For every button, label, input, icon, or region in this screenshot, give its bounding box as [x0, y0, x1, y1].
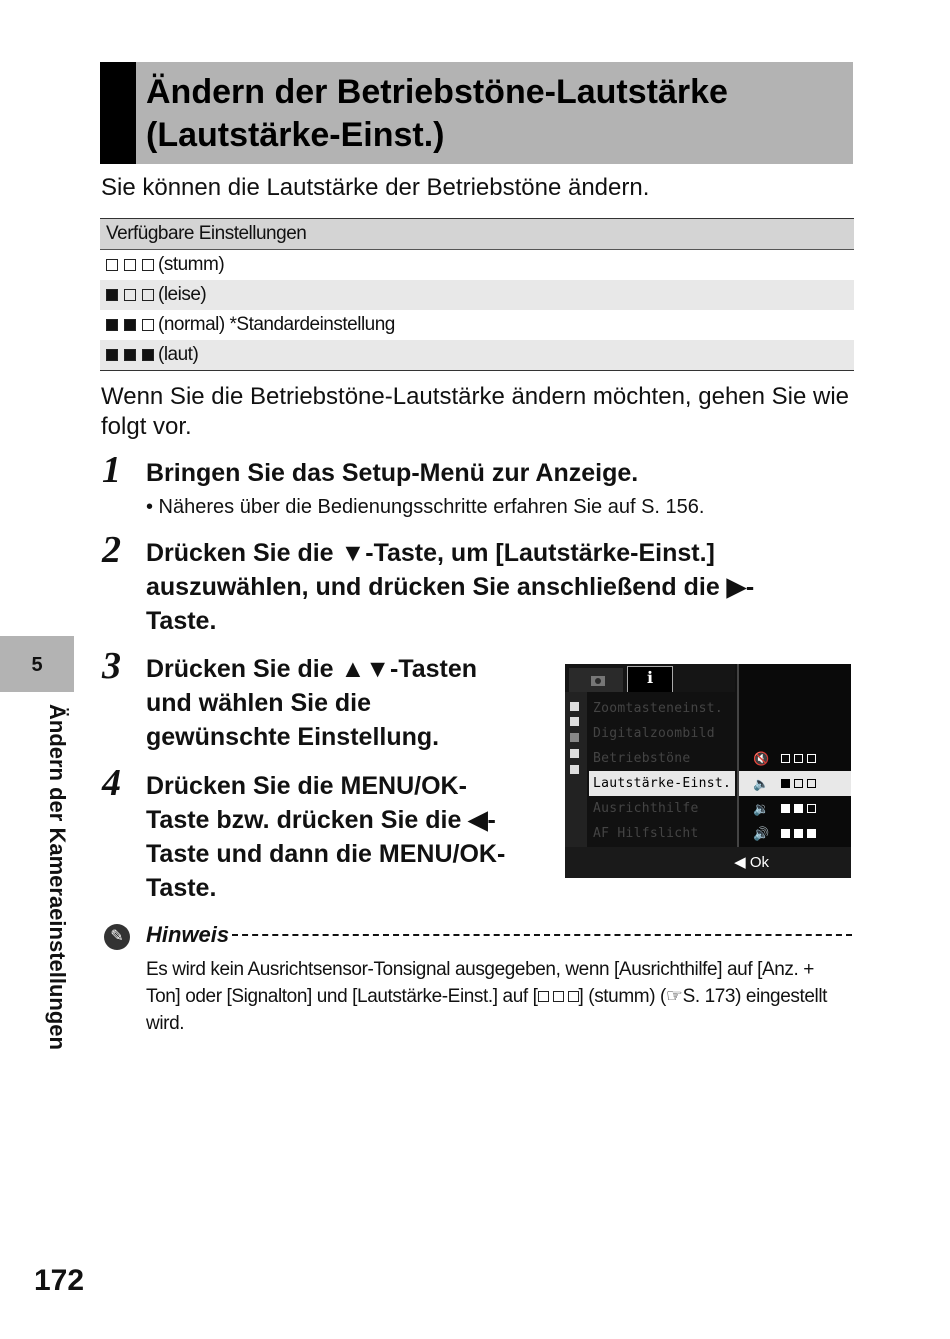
page-dot: [570, 717, 579, 726]
camera-tab-bar: [565, 664, 735, 692]
page-dot: [570, 765, 579, 774]
speaker-low-icon: 🔈: [753, 775, 770, 791]
chapter-label: Ändern der Kameraeinstellungen: [45, 704, 70, 1050]
camera-menu-list: [589, 696, 735, 846]
speaker-high-icon: 🔊: [753, 825, 770, 841]
camera-screen: [565, 664, 851, 878]
step-3-line: Drücken Sie die ▲▼-Tasten: [146, 655, 478, 683]
page-dot: [570, 702, 579, 711]
title-line-1: Ändern der Betriebstöne-Lautstärke: [146, 73, 728, 111]
camera-icon: [569, 668, 623, 692]
step-2-line: Taste.: [146, 607, 217, 635]
speaker-mute-icon: 🔇: [753, 750, 770, 766]
step-3-line: und wählen Sie die: [146, 689, 372, 717]
chapter-number-text: 5: [31, 654, 43, 676]
camera-menu-item: Digitalzoombild: [593, 726, 715, 741]
camera-bottom-bar: [565, 847, 851, 878]
camera-scrollbar: [565, 692, 587, 847]
settings-row-label: (leise): [158, 284, 207, 305]
volume-level-icon: [106, 319, 154, 331]
hint-title: Hinweis: [146, 922, 230, 947]
settings-row-label: (normal) *Standardeinstellung: [158, 314, 395, 335]
step-4-line: Taste.: [146, 874, 217, 902]
camera-menu-item-selected: Lautstärke-Einst.: [589, 771, 735, 796]
title-accent-bar: [100, 62, 136, 164]
section-title-block: [100, 62, 853, 164]
settings-row-stumm: [100, 250, 854, 280]
settings-row-laut: [100, 340, 854, 370]
camera-volume-options: [737, 664, 851, 847]
page-number: 172: [34, 1264, 85, 1297]
speaker-medium-icon: 🔉: [753, 800, 770, 816]
step-2-line: Drücken Sie die ▼-Taste, um [Lautstärke-Einst.]: [146, 539, 715, 567]
hint-body-text: Es wird kein Ausrichtsensor-Tonsignal ausgegeben, wenn [Ausrichthilfe] auf [Anz. + Ton] oder [Signalton] und [Lautstärke-Einst.] auf [: [146, 959, 814, 1007]
step-2-line: auszuwählen, und drücken Sie anschließend die ▶-: [146, 573, 755, 601]
step-1-line: Bringen Sie das Setup-Menü zur Anzeige.: [146, 459, 639, 487]
intro-text: Sie können die Lautstärke der Betriebstöne ändern.: [101, 174, 650, 201]
camera-menu-item: AF Hilfslicht: [593, 826, 699, 841]
volume-mute-icon: [538, 991, 579, 1002]
settings-table-header: Verfügbare Einstellungen: [100, 219, 854, 250]
hint-body-text: ] (stumm) (☞S. 173) eingestellt wird.: [146, 986, 828, 1034]
page-dot: [570, 749, 579, 758]
step-4-line: Taste bzw. drücken Sie die ◀-: [146, 806, 496, 834]
camera-volume-option: [739, 796, 851, 821]
chapter-number: [0, 654, 110, 677]
step-number-3: 3: [102, 645, 121, 687]
camera-shooting-tab: [569, 668, 623, 692]
camera-ok-hint: ◀ Ok: [734, 854, 769, 871]
page-dot: [570, 733, 579, 742]
camera-menu-item: Ausrichthilfe: [593, 801, 699, 816]
step-2-text: [146, 536, 754, 638]
settings-row-label: (stumm): [158, 254, 225, 275]
step-number-2: 2: [102, 529, 121, 571]
camera-setup-tab: ℹ: [627, 666, 673, 692]
camera-menu-item: Zoomtasteneinst.: [593, 701, 724, 716]
hint-divider: [232, 934, 852, 936]
volume-level-icon: [106, 289, 154, 301]
instruction-paragraph: Wenn Sie die Betriebstöne-Lautstärke ändern möchten, gehen Sie wie folgt vor.: [101, 383, 850, 440]
volume-level-icon: [106, 259, 154, 271]
step-1-bullet: • Näheres über die Bedienungsschritte erfahren Sie auf S. 156.: [146, 496, 705, 518]
step-number-4: 4: [102, 762, 121, 804]
settings-row-leise: [100, 280, 854, 310]
volume-level-icon: [106, 349, 154, 361]
camera-volume-option: [739, 746, 851, 771]
step-4-line: Drücken Sie die MENU/OK-: [146, 772, 467, 800]
settings-table: [100, 218, 854, 371]
step-number-1: 1: [102, 449, 121, 491]
settings-row-label: (laut): [158, 344, 199, 365]
step-4-line: Taste und dann die MENU/OK-: [146, 840, 506, 868]
title-line-2: (Lautstärke-Einst.): [146, 116, 445, 154]
hint-body: [146, 956, 846, 1037]
hint-icon: ✎: [104, 924, 130, 950]
step-1-text: [146, 456, 638, 490]
step-3-line: gewünschte Einstellung.: [146, 723, 440, 751]
camera-volume-option-selected: [739, 771, 851, 796]
step-4-text: [146, 769, 505, 905]
camera-menu-item: Betriebstöne: [593, 751, 691, 766]
settings-row-normal: [100, 310, 854, 340]
camera-volume-option: [739, 821, 851, 846]
page-title: [146, 71, 843, 157]
step-3-text: [146, 652, 477, 754]
